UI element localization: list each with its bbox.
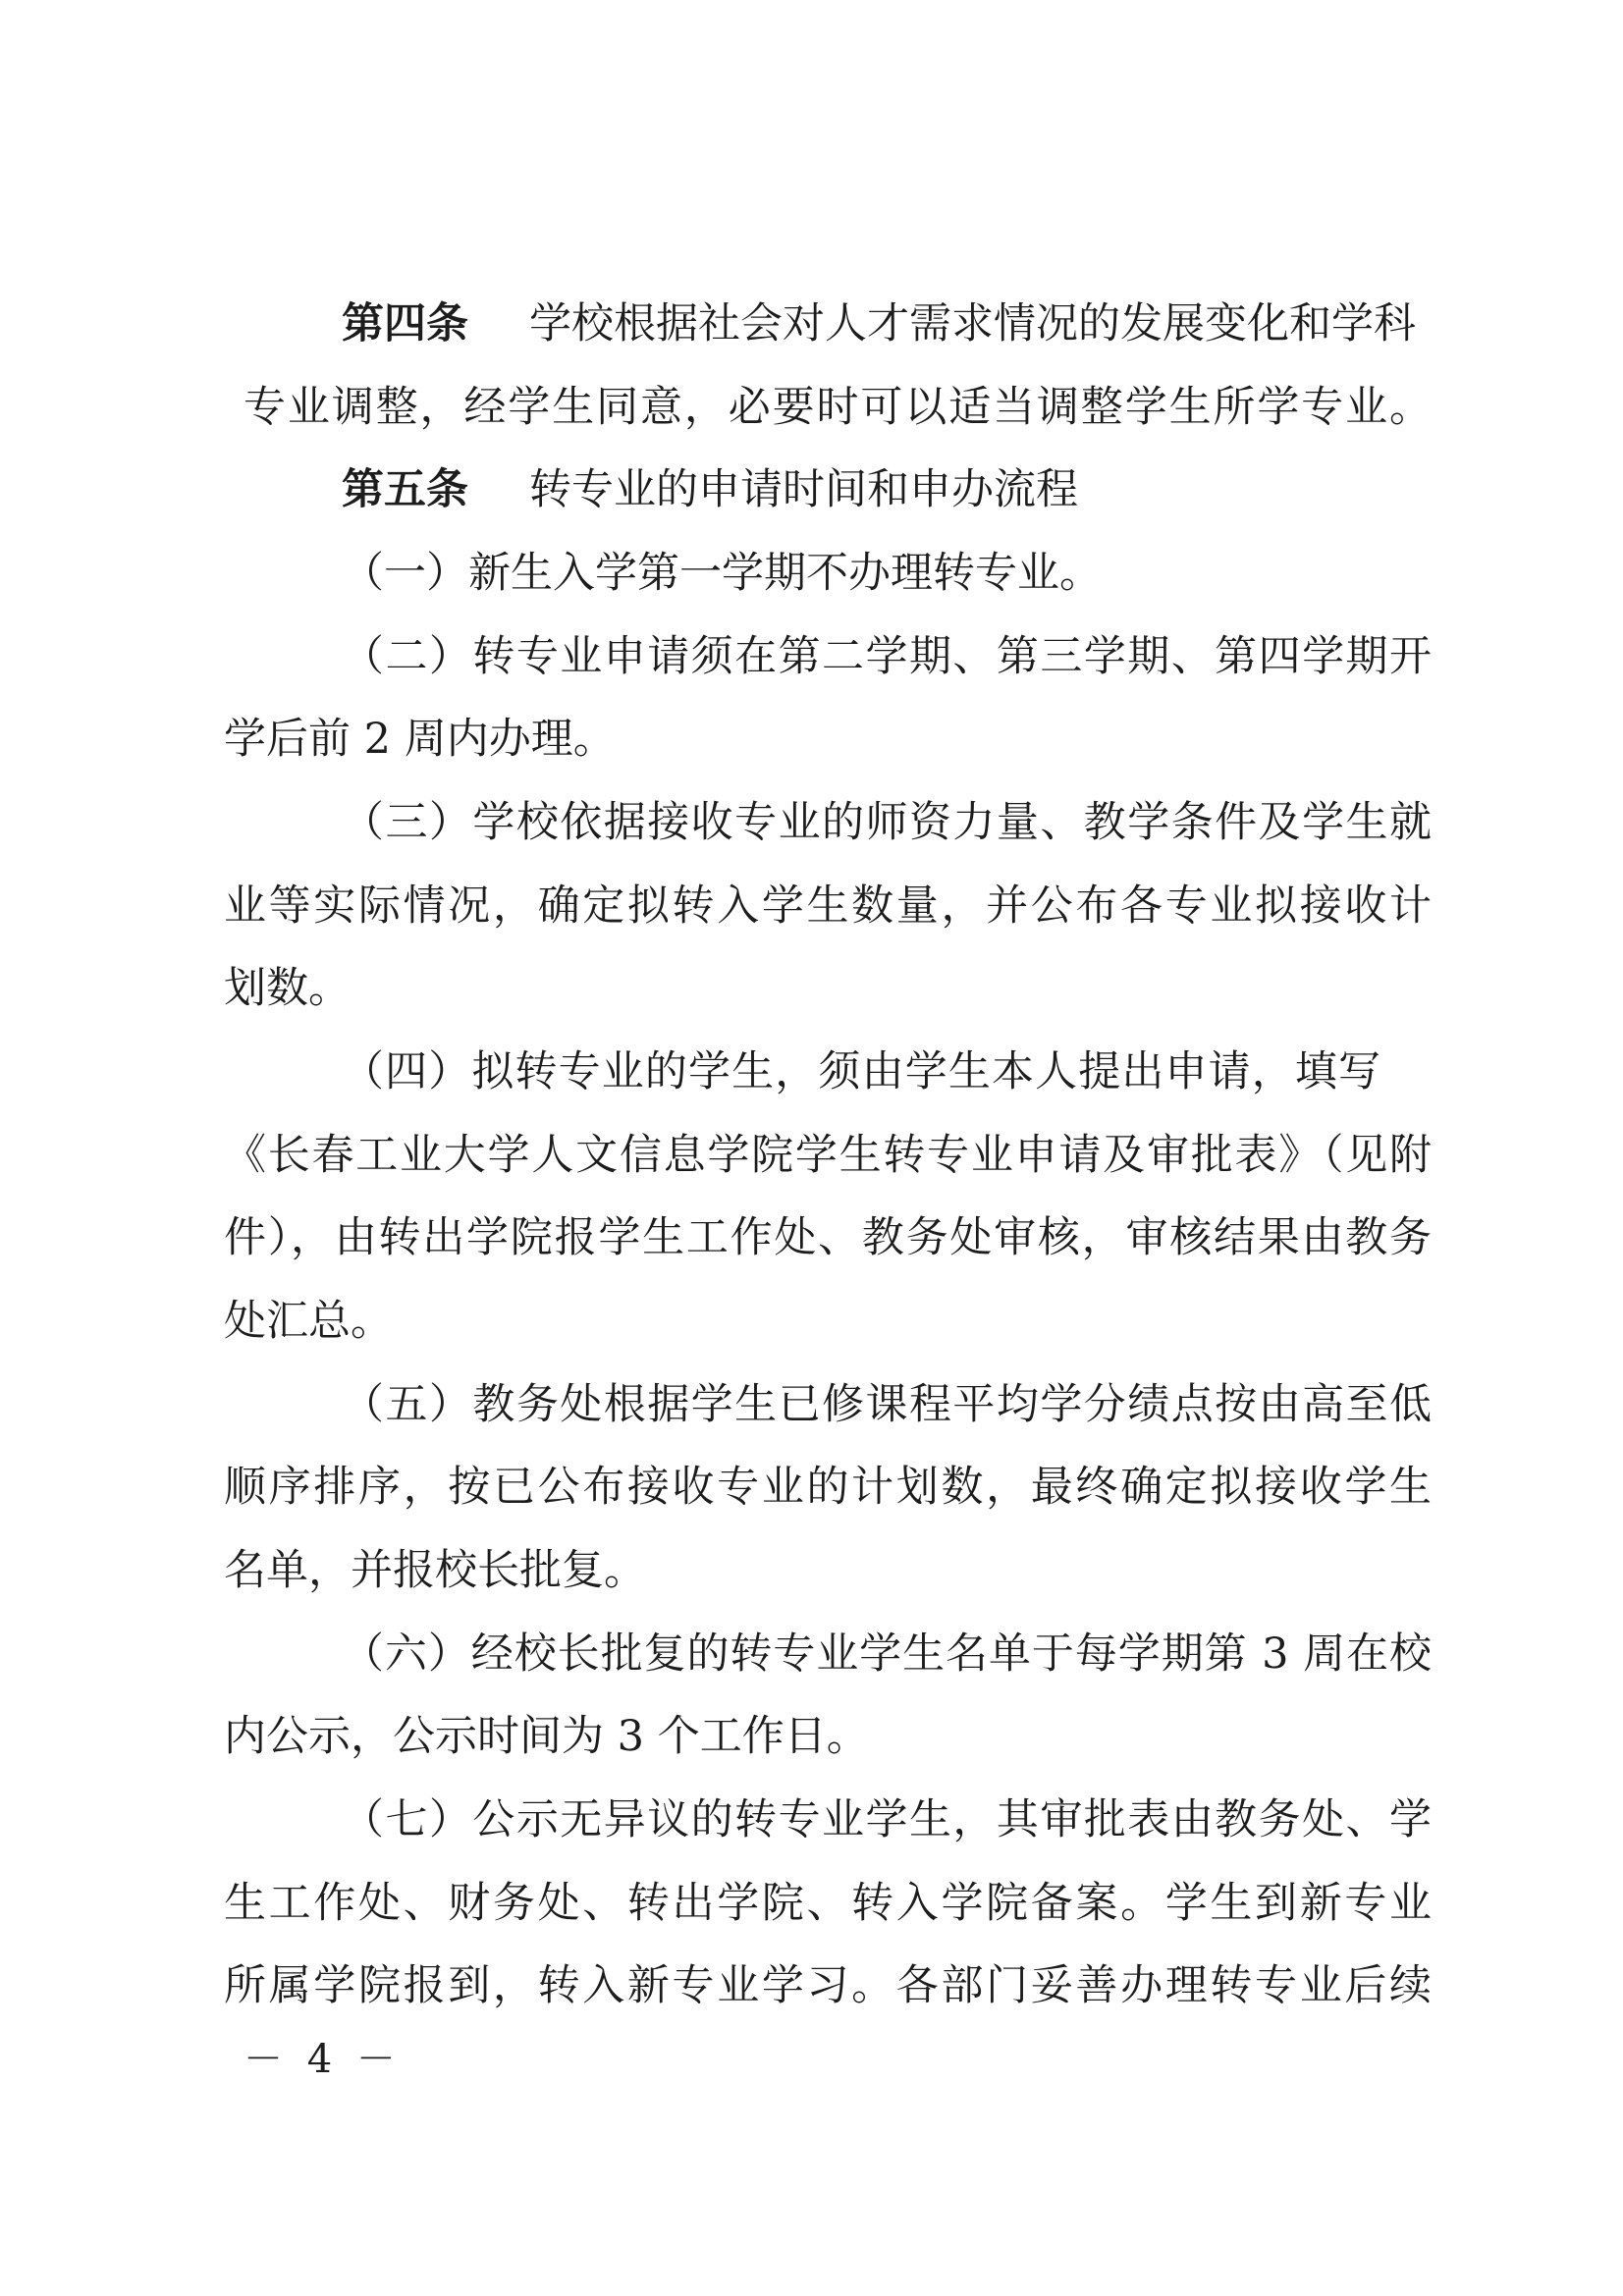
item4-line1: （四）拟转专业的学生，须由学生本人提出申请，填写 bbox=[342, 1047, 1380, 1096]
article4-line2: 专业调整，经学生同意，必要时可以适当调整学生所学专业。 bbox=[243, 383, 1432, 432]
item7-line2: 生工作处、财务处、转出学院、转入学院备案。学生到新专业 bbox=[224, 1879, 1432, 1928]
article4-label: 第四条 bbox=[342, 299, 468, 348]
article4-text-line1: 学校根据社会对人才需求情况的发展变化和学科 bbox=[529, 299, 1416, 348]
item6-line2: 内公示，公示时间为 3 个工作日。 bbox=[224, 1712, 869, 1761]
item3-line3: 划数。 bbox=[224, 964, 351, 1013]
article5-label: 第五条 bbox=[342, 465, 468, 514]
article4-line1 bbox=[342, 294, 1432, 353]
item5-line1: （五）教务处根据学生已修课程平均学分绩点按由高至低 bbox=[342, 1380, 1432, 1429]
page-number: － 4 － bbox=[243, 2037, 402, 2082]
item1-line1: （一）新生入学第一学期不办理转专业。 bbox=[342, 549, 1102, 598]
article5-heading bbox=[342, 460, 1432, 519]
item4-line2: 《长春工业大学人文信息学院学生转专业申请及审批表》（见附 bbox=[224, 1131, 1432, 1180]
item7-line1: （七）公示无异议的转专业学生，其审批表由教务处、学 bbox=[342, 1795, 1432, 1844]
item4-line3: 件），由转出学院报学生工作处、教务处审核，审核结果由教务 bbox=[224, 1213, 1432, 1262]
item4-line4: 处汇总。 bbox=[224, 1297, 393, 1346]
item5-line2: 顺序排序，按已公布接收专业的计划数，最终确定拟接收学生 bbox=[224, 1463, 1432, 1512]
item5-line3: 名单，并报校长批复。 bbox=[224, 1546, 646, 1595]
item7-line3: 所属学院报到，转入新专业学习。各部门妥善办理转专业后续 bbox=[224, 1961, 1432, 2010]
item6-line1: （六）经校长批复的转专业学生名单于每学期第 3 周在校 bbox=[342, 1629, 1432, 1679]
article5-title: 转专业的申请时间和申办流程 bbox=[529, 465, 1078, 514]
item3-line2: 业等实际情况，确定拟转入学生数量，并公布各专业拟接收计 bbox=[224, 881, 1432, 931]
item2-line2: 学后前 2 周内办理。 bbox=[224, 715, 616, 764]
item3-line1: （三）学校依据接收专业的师资力量、教学条件及学生就 bbox=[342, 798, 1432, 847]
item2-line1: （二）转专业申请须在第二学期、第三学期、第四学期开 bbox=[342, 632, 1432, 681]
